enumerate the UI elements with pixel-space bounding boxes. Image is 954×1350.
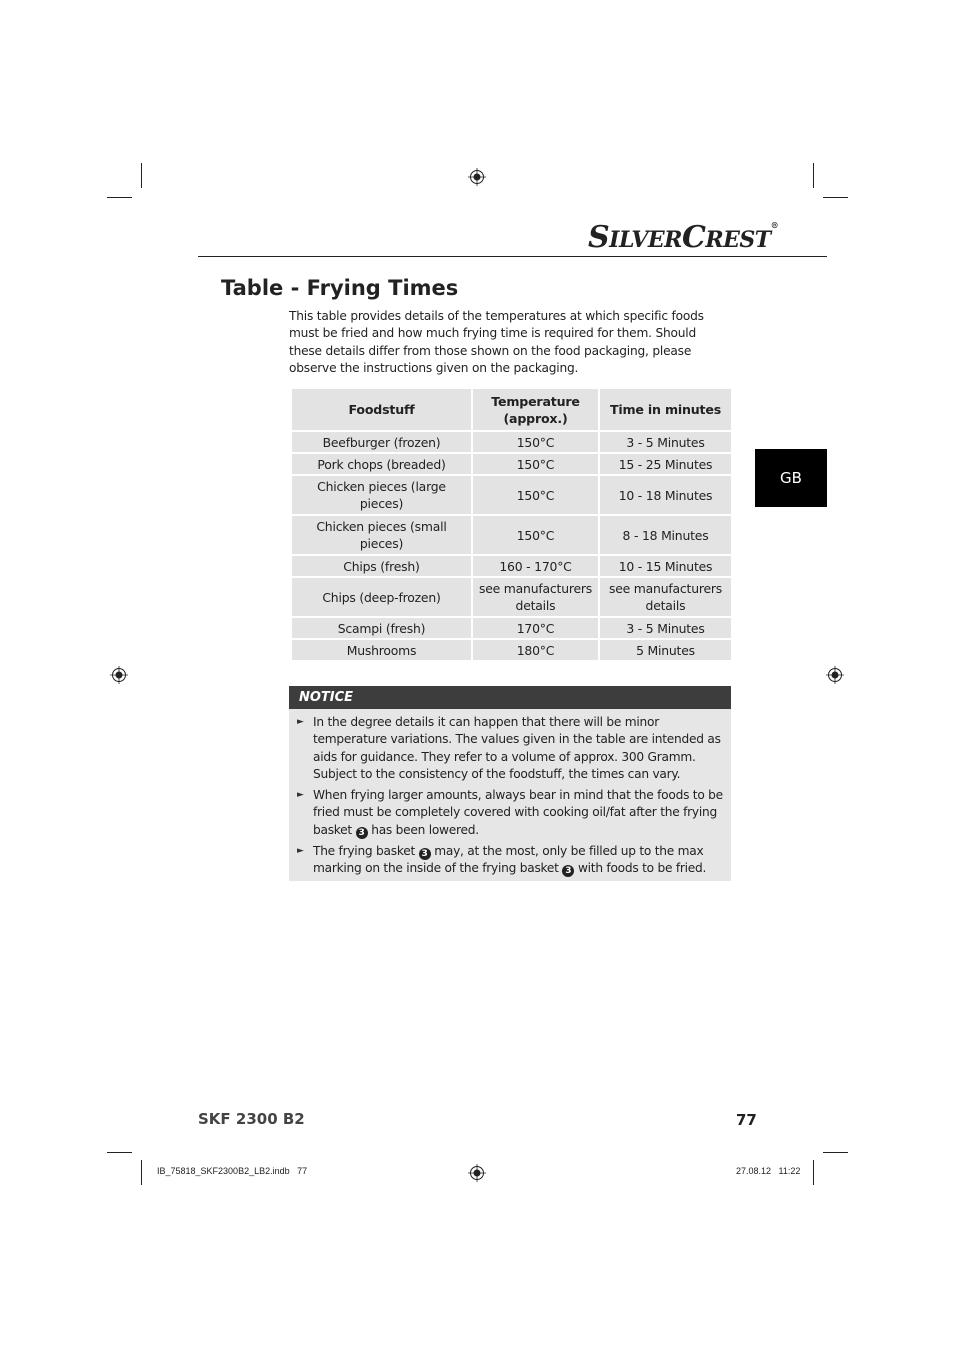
table-cell: 150°C xyxy=(472,431,599,453)
crop-mark xyxy=(141,163,142,188)
table-cell: see manufacturers details xyxy=(472,577,599,617)
table-cell: Chicken pieces (small pieces) xyxy=(291,515,472,555)
part-number-badge: 3 xyxy=(419,848,431,860)
part-number-badge: 3 xyxy=(356,827,368,839)
page-number: 77 xyxy=(736,1111,757,1129)
table-header-row xyxy=(291,388,732,431)
language-tab: GB xyxy=(755,449,827,507)
notice-body xyxy=(289,709,731,881)
print-slug-file: IB_75818_SKF2300B2_LB2.indb 77 xyxy=(157,1166,308,1176)
table-cell: 3 - 5 Minutes xyxy=(599,431,732,453)
column-header: Temperature (approx.) xyxy=(472,388,599,431)
table-cell: Pork chops (breaded) xyxy=(291,453,472,475)
table-cell: 8 - 18 Minutes xyxy=(599,515,732,555)
table-cell: 3 - 5 Minutes xyxy=(599,617,732,639)
crop-mark xyxy=(823,1152,848,1153)
intro-paragraph: This table provides details of the temperatures at which specific foods must be fried and how much frying time is required for them. Should these details differ from those shown on the food packaging, please observe the instructions given on the packaging. xyxy=(289,309,704,376)
bullet-arrow-icon: ► xyxy=(297,717,304,727)
table-row xyxy=(291,515,732,555)
crop-mark xyxy=(107,197,132,198)
table-row xyxy=(291,475,732,515)
part-number-badge: 3 xyxy=(562,865,574,877)
table-row xyxy=(291,617,732,639)
print-slug-date: 27.08.12 11:22 xyxy=(736,1166,801,1176)
table-row xyxy=(291,453,732,475)
frying-times-table xyxy=(290,387,733,662)
table-cell: 160 - 170°C xyxy=(472,555,599,577)
bullet-arrow-icon: ► xyxy=(297,846,304,857)
table-cell: 180°C xyxy=(472,639,599,661)
crop-mark xyxy=(107,1152,132,1153)
registration-mark-icon xyxy=(468,168,486,186)
brand-logo: SILVERCREST® xyxy=(588,220,779,255)
table-cell: 10 - 18 Minutes xyxy=(599,475,732,515)
table-cell: 170°C xyxy=(472,617,599,639)
crop-mark xyxy=(141,1160,142,1185)
table-cell: see manufacturers details xyxy=(599,577,732,617)
crop-mark xyxy=(813,1160,814,1185)
table-cell: 10 - 15 Minutes xyxy=(599,555,732,577)
table-cell: Chicken pieces (large pieces) xyxy=(291,475,472,515)
table-cell: Scampi (fresh) xyxy=(291,617,472,639)
registration-mark-icon xyxy=(468,1164,486,1182)
table-cell: 150°C xyxy=(472,515,599,555)
table-row xyxy=(291,639,732,661)
table-cell: Mushrooms xyxy=(291,639,472,661)
table-cell: Beefburger (frozen) xyxy=(291,431,472,453)
notice-heading: NOTICE xyxy=(289,686,731,709)
page-title: Table - Frying Times xyxy=(221,276,459,300)
table-row xyxy=(291,555,732,577)
bullet-arrow-icon: ► xyxy=(297,790,304,801)
header-rule xyxy=(198,256,827,257)
column-header: Time in minutes xyxy=(599,388,732,431)
table-cell: Chips (deep-frozen) xyxy=(291,577,472,617)
crop-mark xyxy=(823,197,848,198)
table-cell: 150°C xyxy=(472,475,599,515)
model-number: SKF 2300 B2 xyxy=(198,1110,305,1128)
registration-mark-icon xyxy=(826,666,844,684)
table-cell: Chips (fresh) xyxy=(291,555,472,577)
notice-item: ► When frying larger amounts, always bear in mind that the foods to be fried must be completely covered with cooking oil/fat after the frying basket 3 has been lowered. xyxy=(297,788,723,838)
notice-item: ► In the degree details it can happen that there will be minor temperature variations. The values given in the table are intended as aids for guidance. They refer to a volume of approx. 300 Gramm. Subject to the consistency of the foodstuff, the times can vary. xyxy=(297,715,721,781)
crop-mark xyxy=(813,163,814,188)
table-cell: 150°C xyxy=(472,453,599,475)
notice-item: ► The frying basket 3 may, at the most, only be filled up to the max marking on the inside of the frying basket 3 with foods to be fried. xyxy=(297,844,707,877)
table-cell: 15 - 25 Minutes xyxy=(599,453,732,475)
column-header: Foodstuff xyxy=(291,388,472,431)
table-cell: 5 Minutes xyxy=(599,639,732,661)
table-row xyxy=(291,577,732,617)
table-row xyxy=(291,431,732,453)
registration-mark-icon xyxy=(110,666,128,684)
